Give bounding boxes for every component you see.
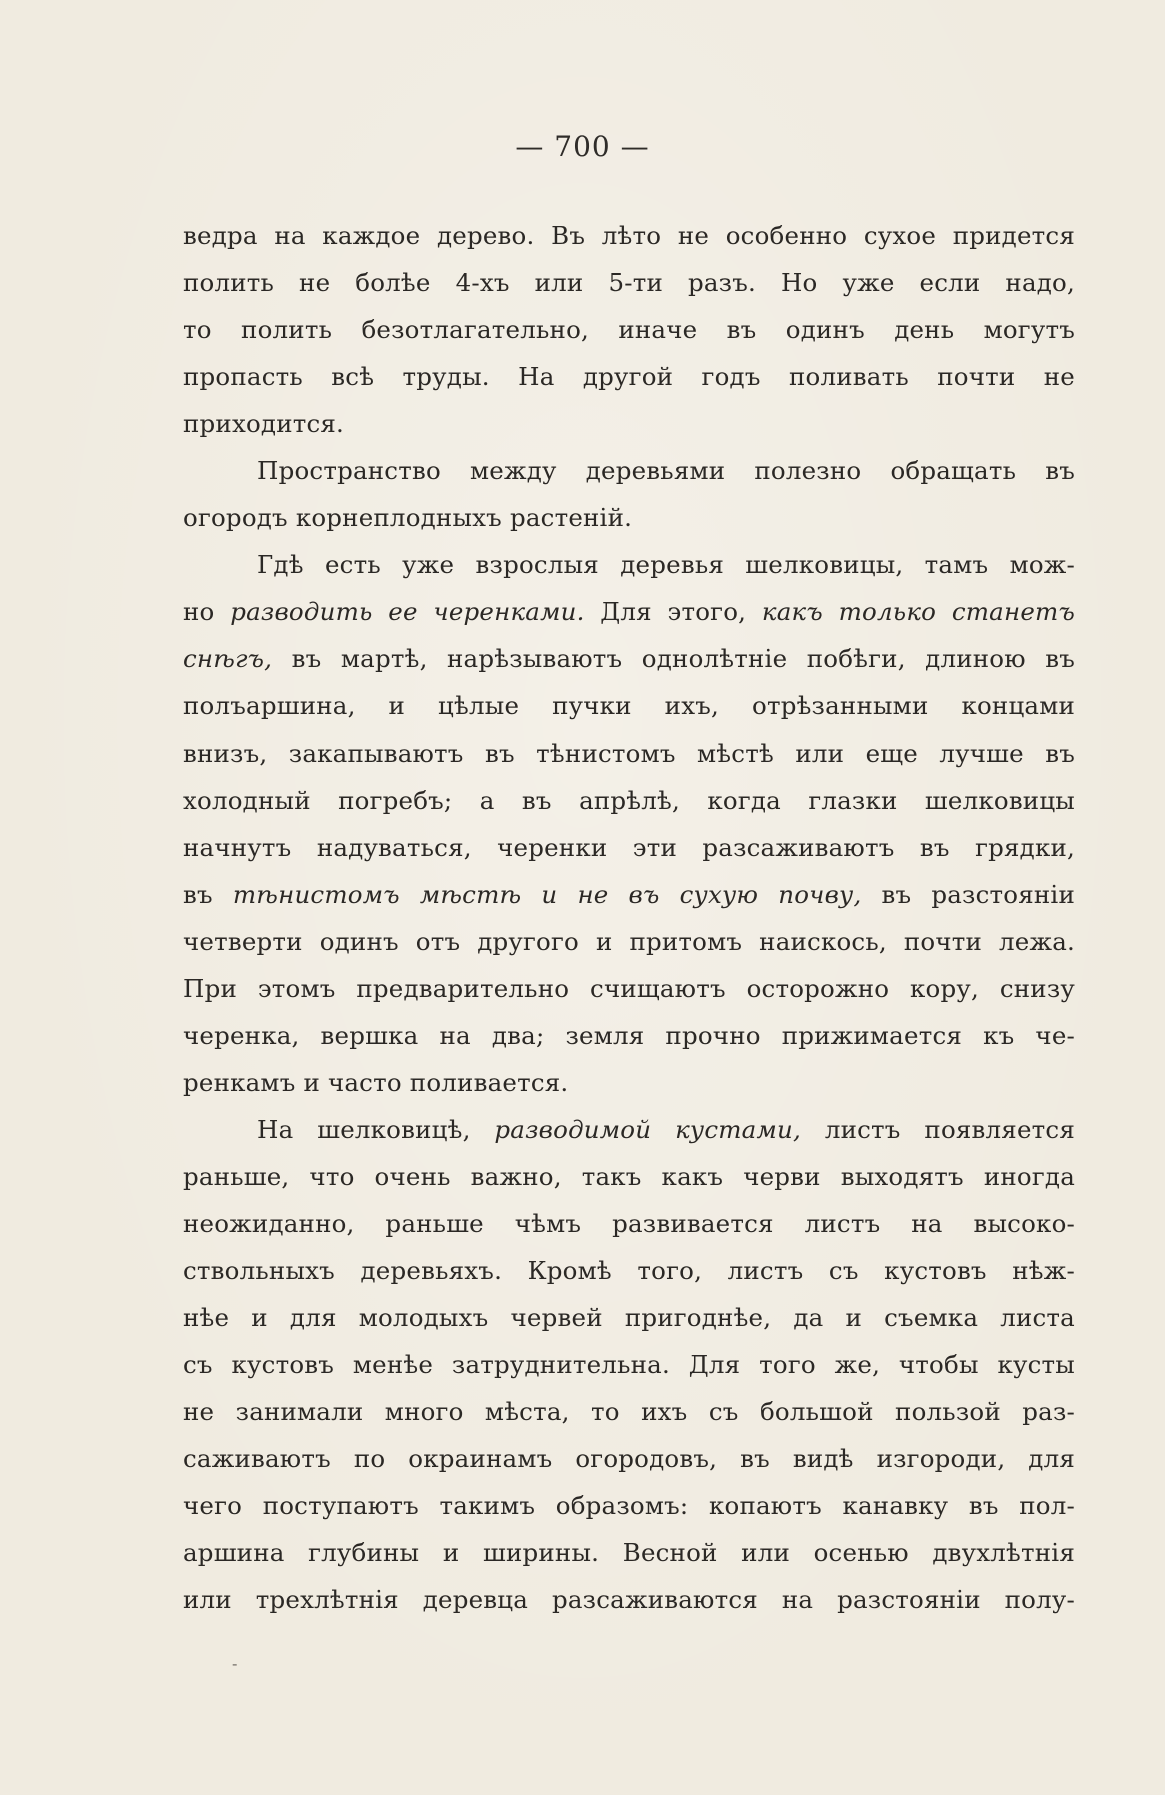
text-segment: полъаршина, и цѣлые пучки ихъ, отрѣзанными концами bbox=[183, 691, 1075, 721]
text-line bbox=[183, 400, 1075, 447]
text-segment: пропасть всѣ труды. На другой годъ поливать почти не bbox=[183, 362, 1075, 392]
text-line bbox=[183, 1482, 1075, 1529]
text-line bbox=[183, 1012, 1075, 1059]
text-segment: огородъ корнеплодныхъ растеній. bbox=[183, 503, 633, 533]
text-segment: съ кустовъ менѣе затруднительна. Для того же, чтобы кусты bbox=[183, 1350, 1075, 1380]
text-line bbox=[183, 1294, 1075, 1341]
italic-emphasis: разводить ее черенками. bbox=[230, 597, 585, 627]
text-segment: приходится. bbox=[183, 409, 345, 439]
text-line bbox=[183, 918, 1075, 965]
text-segment: неожиданно, раньше чѣмъ развивается листъ на высоко- bbox=[183, 1208, 1075, 1238]
text-segment: Гдѣ есть уже взрослыя деревья шелковицы, тамъ мож- bbox=[257, 550, 1075, 580]
text-segment: въ мартѣ, нарѣзываютъ однолѣтніе побѣги, длиною въ bbox=[272, 644, 1075, 674]
text-line bbox=[183, 682, 1075, 729]
text-line bbox=[183, 1200, 1075, 1247]
text-segment: четверти одинъ отъ другого и притомъ наискось, почти лежа. bbox=[183, 926, 1075, 956]
paragraph-start-line bbox=[183, 1106, 1075, 1153]
text-segment: въ разстояніи bbox=[861, 879, 1075, 909]
text-line bbox=[183, 1388, 1075, 1435]
paragraph-start-line bbox=[183, 447, 1075, 494]
text-line bbox=[183, 1435, 1075, 1482]
paragraph-start-line bbox=[183, 541, 1075, 588]
text-line bbox=[183, 871, 1075, 918]
text-segment: саживаютъ по окраинамъ огородовъ, въ видѣ изгороди, для bbox=[183, 1444, 1075, 1474]
text-segment: не занимали много мѣста, то ихъ съ большой пользой раз- bbox=[183, 1397, 1075, 1427]
text-segment: ствольныхъ деревьяхъ. Кромѣ того, листъ съ кустовъ нѣж- bbox=[183, 1256, 1075, 1286]
text-line bbox=[183, 635, 1075, 682]
text-segment: раньше, что очень важно, такъ какъ черви выходятъ иногда bbox=[183, 1161, 1075, 1191]
text-line bbox=[183, 1341, 1075, 1388]
text-line bbox=[183, 1153, 1075, 1200]
text-segment: въ bbox=[183, 879, 233, 909]
text-segment: ренкамъ и часто поливается. bbox=[183, 1067, 569, 1097]
text-line bbox=[183, 777, 1075, 824]
text-line bbox=[183, 730, 1075, 777]
text-segment: черенка, вершка на два; земля прочно прижимается къ че- bbox=[183, 1020, 1075, 1050]
text-line bbox=[183, 1529, 1075, 1576]
text-segment: или трехлѣтнія деревца разсаживаются на разстояніи полу- bbox=[183, 1585, 1075, 1615]
corner-mark: - bbox=[232, 1654, 238, 1673]
text-segment: начнутъ надуваться, черенки эти разсаживаютъ въ грядки, bbox=[183, 832, 1075, 862]
text-line bbox=[183, 306, 1075, 353]
text-segment: чего поступаютъ такимъ образомъ: копаютъ канавку въ пол- bbox=[183, 1491, 1075, 1521]
text-segment: Пространство между деревьями полезно обращать въ bbox=[257, 456, 1075, 486]
text-segment: холодный погребъ; а въ апрѣлѣ, когда глазки шелковицы bbox=[183, 785, 1075, 815]
text-segment: то полить безотлагательно, иначе въ одинъ день могутъ bbox=[183, 315, 1075, 345]
text-segment: аршина глубины и ширины. Весной или осенью двухлѣтнія bbox=[183, 1538, 1075, 1568]
text-line bbox=[183, 259, 1075, 306]
text-line bbox=[183, 588, 1075, 635]
text-segment: но bbox=[183, 597, 231, 627]
text-line bbox=[183, 1247, 1075, 1294]
text-segment: На шелковицѣ, bbox=[257, 1114, 495, 1144]
italic-emphasis: разводимой кустами, bbox=[494, 1114, 801, 1144]
text-line bbox=[183, 494, 1075, 541]
italic-emphasis: какъ только станетъ bbox=[761, 597, 1075, 627]
text-line bbox=[183, 965, 1075, 1012]
body-text bbox=[183, 212, 1075, 1623]
text-segment: полить не болѣе 4-хъ или 5-ти разъ. Но уже если надо, bbox=[183, 268, 1075, 298]
text-segment: внизъ, закапываютъ въ тѣнистомъ мѣстѣ или еще лучше въ bbox=[183, 738, 1075, 768]
text-segment: нѣе и для молодыхъ червей пригоднѣе, да и съемка листа bbox=[183, 1303, 1075, 1333]
text-segment: При этомъ предварительно счищаютъ осторожно кору, снизу bbox=[183, 973, 1075, 1003]
text-segment: листъ появляется bbox=[800, 1114, 1075, 1144]
text-line bbox=[183, 1059, 1075, 1106]
text-line bbox=[183, 353, 1075, 400]
italic-emphasis: снѣгъ, bbox=[183, 644, 273, 674]
text-segment: Для этого, bbox=[584, 597, 762, 627]
text-segment: ведра на каждое дерево. Въ лѣто не особенно сухое придется bbox=[183, 221, 1075, 250]
text-line bbox=[183, 824, 1075, 871]
italic-emphasis: тѣнистомъ мѣстѣ и не въ сухую почву, bbox=[232, 879, 862, 909]
text-line bbox=[183, 212, 1075, 259]
text-line bbox=[183, 1576, 1075, 1623]
page-number: — 700 — bbox=[515, 130, 650, 163]
